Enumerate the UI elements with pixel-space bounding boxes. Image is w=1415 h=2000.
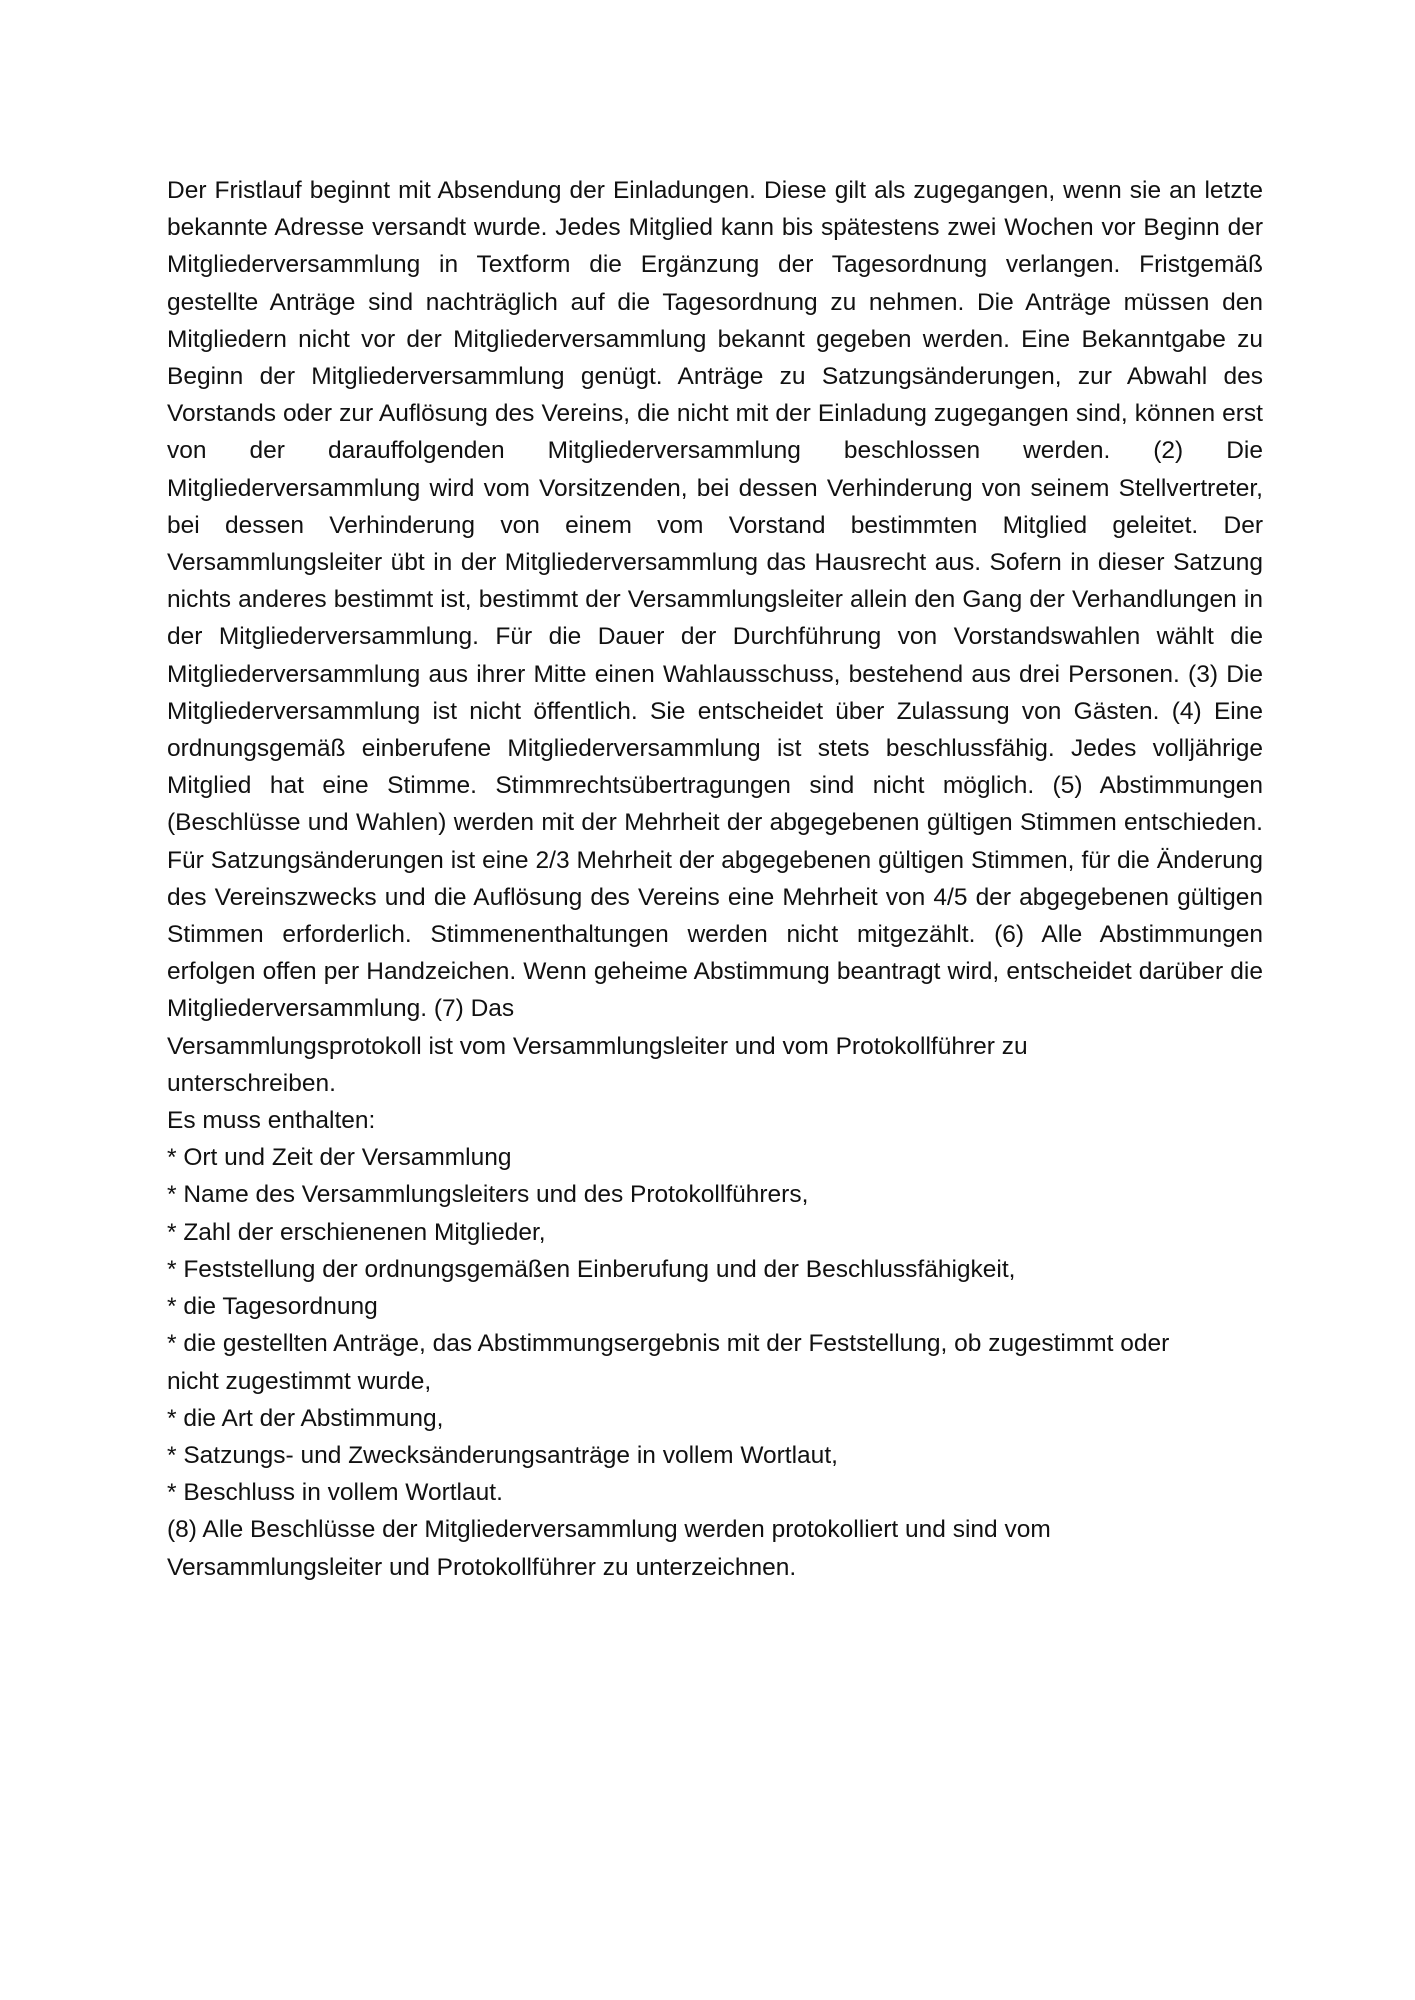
list-item: * Beschluss in vollem Wortlaut. (167, 1479, 503, 1507)
document-page (167, 172, 1263, 1586)
main-paragraph: Der Fristlauf beginnt mit Absendung der Einladungen. Diese gilt als zugegangen, wenn sie an letzte bekannte Adresse versandt wurde. Jedes Mitglied kann bis spätestens zwei Wochen vor Beginn der Mitgliederversammlung in Textform die Ergänzung der Tagesordnung verlangen. Fristgemäß gestellte Anträge sind nachträglich auf die Tagesordnung zu nehmen. Die Anträge müssen den Mitgliedern nicht vor der Mitgliederversammlung bekannt gegeben werden. Eine Bekanntgabe zu Beginn der Mitgliederversammlung genügt. Anträge zu Satzungsänderungen, zur Abwahl des Vorstands oder zur Auflösung des Vereins, die nicht mit der Einladung zugegangen sind, können erst von der darauffolgenden Mitgliederversammlung beschlossen werden. (2) Die Mitgliederversammlung wird vom Vorsitzenden, bei dessen Verhinderung von seinem Stellvertreter, bei dessen Verhinderung von einem vom Vorstand bestimmten Mitglied geleitet. Der Versammlungsleiter übt in der Mitgliederversammlung das Hausrecht aus. Sofern in dieser Satzung nichts anderes bestimmt ist, bestimmt der Versammlungsleiter allein den Gang der Verhandlungen in der Mitgliederversammlung. Für die Dauer der Durchführung von Vorstandswahlen wählt die Mitgliederversammlung aus ihrer Mitte einen Wahlausschuss, bestehend aus drei Personen. (3) Die Mitgliederversammlung ist nicht öffentlich. Sie entscheidet über Zulassung von Gästen. (4) Eine ordnungsgemäß einberufene Mitgliederversammlung ist stets beschlussfähig. Jedes volljährige Mitglied hat eine Stimme. Stimmrechtsübertragungen sind nicht möglich. (5) Abstimmungen (Beschlüsse und Wahlen) werden mit der Mehrheit der abgegebenen gültigen Stimmen entschieden. Für Satzungsänderungen ist eine 2/3 Mehrheit der abgegebenen gültigen Stimmen, für die Änderung des Vereinszwecks und die Auflösung des Vereins eine Mehrheit von 4/5 der abgegebenen gültigen Stimmen erforderlich. Stimmenenthaltungen werden nicht mitgezählt. (6) Alle Abstimmungen erfolgen offen per Handzeichen. Wenn geheime Abstimmung beantragt wird, entscheidet darüber die Mitgliederversammlung. (7) Das (167, 177, 1263, 1023)
list-item: * die Tagesordnung (167, 1293, 378, 1321)
list-item: * die Art der Abstimmung, (167, 1404, 444, 1432)
list-item: * Feststellung der ordnungsgemäßen Einberufung und der Beschlussfähigkeit, (167, 1255, 1016, 1283)
closing-line-2: Versammlungsleiter und Protokollführer zu unterzeichnen. (167, 1553, 797, 1581)
list-intro: Es muss enthalten: (167, 1107, 376, 1135)
list-item: * Ort und Zeit der Versammlung (167, 1144, 512, 1172)
protocol-contents-list (167, 1139, 1263, 1511)
list-item: * Satzungs- und Zwecksänderungsanträge in vollem Wortlaut, (167, 1441, 838, 1469)
closing-line-1: (8) Alle Beschlüsse der Mitgliederversammlung werden protokolliert und sind vom (167, 1516, 1051, 1544)
list-item: * Name des Versammlungsleiters und des Protokollführers, (167, 1181, 809, 1209)
list-item-continuation: nicht zugestimmt wurde, (167, 1367, 432, 1395)
protokoll-line-1: Versammlungsprotokoll ist vom Versammlungsleiter und vom Protokollführer zu (167, 1032, 1028, 1060)
protokoll-line-2: unterschreiben. (167, 1069, 336, 1097)
list-item: * Zahl der erschienenen Mitglieder, (167, 1218, 546, 1246)
list-item: * die gestellten Anträge, das Abstimmungsergebnis mit der Feststellung, ob zugestimmt oder (167, 1330, 1170, 1358)
